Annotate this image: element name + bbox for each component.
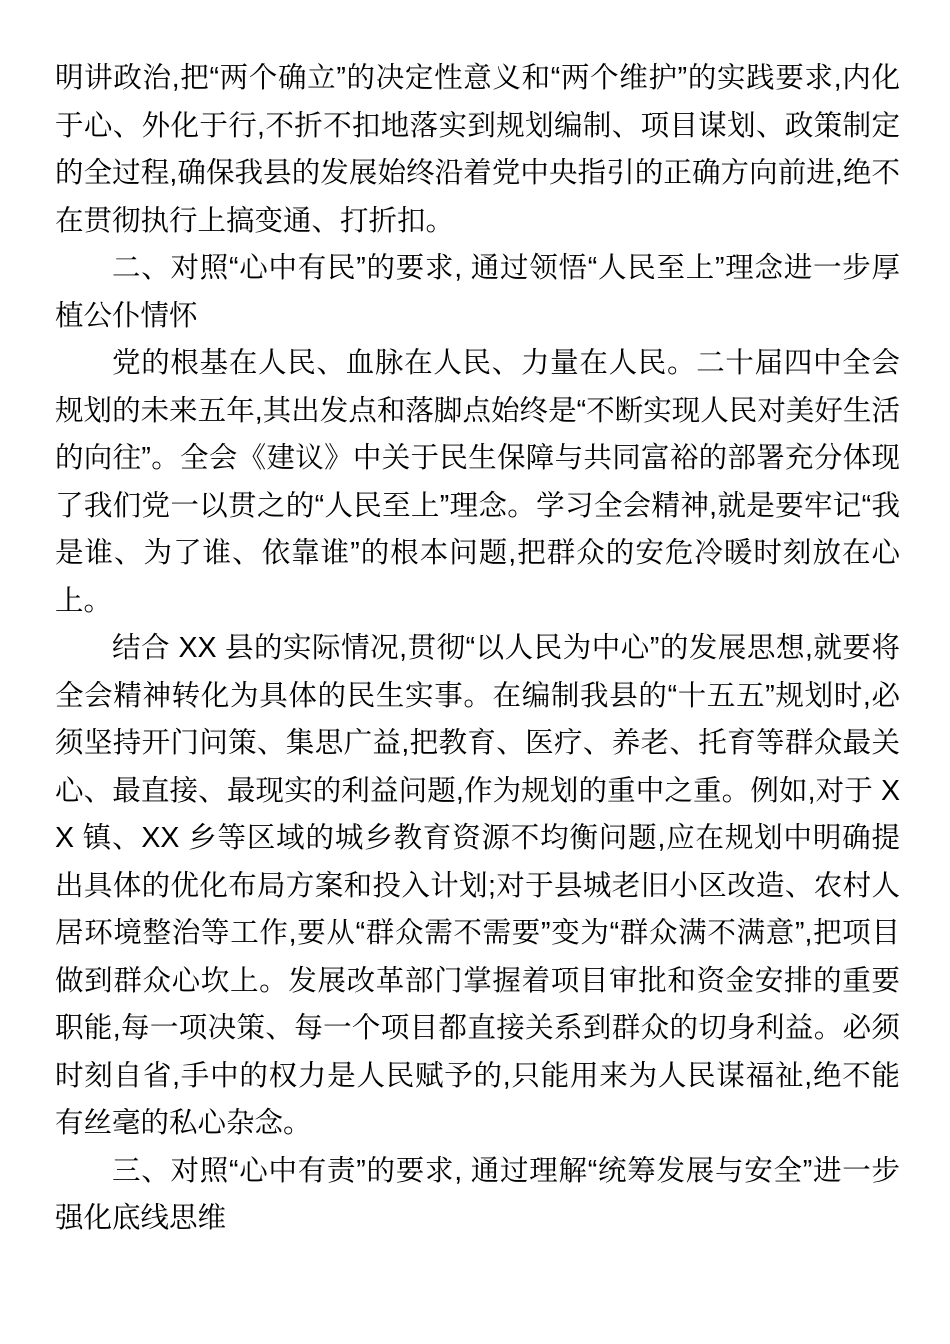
section-heading-two: 二、对照“心中有民”的要求, 通过领悟“人民至上”理念进一步厚植公仆情怀 [55,252,900,332]
paragraph-continued-from-previous-page: 明讲政治,把“两个确立”的决定性意义和“两个维护”的实践要求,内化于心、外化于行,不折不扣地落实到规划编制、项目谋划、政策制定的全过程,确保我县的发展始终沿着党中央指引的正确方向前进,绝不在贯彻执行上搞变通、打折扣。 [55,62,900,237]
paragraph-section-two-second: 结合 XX 县的实际情况,贯彻“以人民为中心”的发展思想,就要将全会精神转化为具体的民生实事。在编制我县的“十五五”规划时,必须坚持开门问策、集思广益,把教育、医疗、养老、托育等群众最关心、最直接、最现实的利益问题,作为规划的重中之重。例如,对于 XX 镇、XX 乡等区域的城乡教育资源不均衡问题,应在规划中明确提出具体的优化布局方案和投入计划;对于县城老旧小区改造、农村人居环境整治等工作,要从“群众需不需要”变为“群众满不满意”,把项目做到群众心坎上。发展改革部门掌握着项目审批和资金安排的重要职能,每一项决策、每一个项目都直接关系到群众的切身利益。必须时刻自省,手中的权力是人民赋予的,只能用来为人民谋福祉,绝不能有丝毫的私心杂念。 [55,632,900,1139]
section-heading-three: 三、对照“心中有责”的要求, 通过理解“统筹发展与安全”进一步强化底线思维 [55,1154,900,1234]
paragraph-section-two-first: 党的根基在人民、血脉在人民、力量在人民。二十届四中全会规划的未来五年,其出发点和落脚点始终是“不断实现人民对美好生活的向往”。全会《建议》中关于民生保障与共同富裕的部署充分体现了我们党一以贯之的“人民至上”理念。学习全会精神,就是要牢记“我是谁、为了谁、依靠谁”的根本问题,把群众的安危冷暖时刻放在心上。 [55,347,900,617]
document-text-body [55,55,900,1243]
